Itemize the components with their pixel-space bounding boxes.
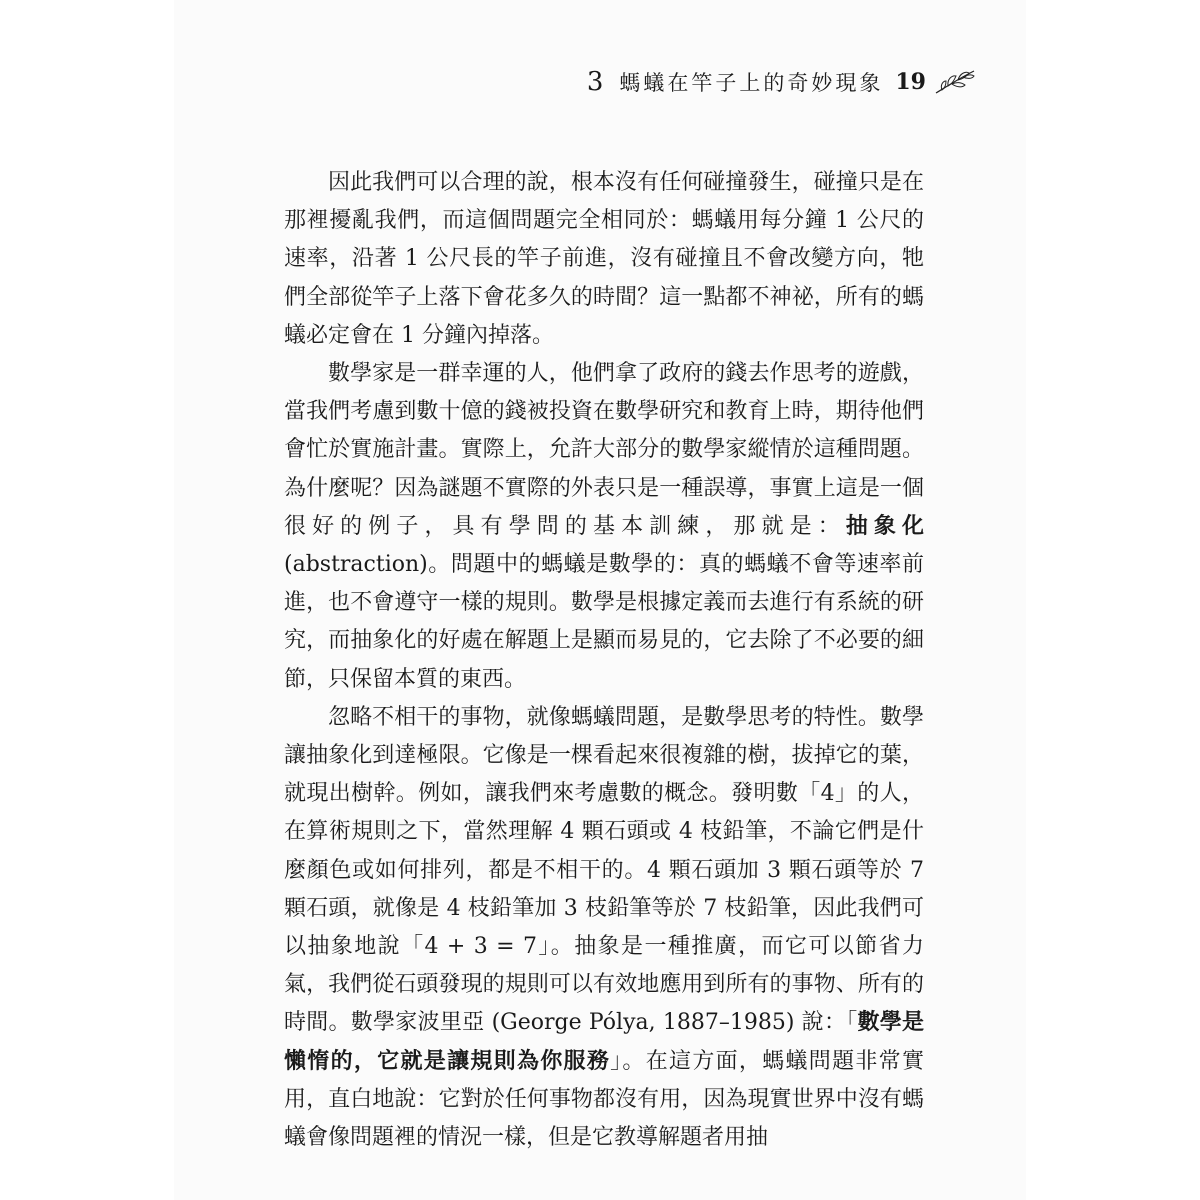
chapter-number: 3	[586, 67, 604, 97]
book-page	[174, 0, 1026, 1200]
text-run: 數學家是一群幸運的人，他們拿了政府的錢去作思考的遊戲，當我們考慮到數十億的錢被投資在數學研究和教育上時，期待他們會忙於實施計畫。實際上，允許大部分的數學家縱情於這種問題。為什麼呢？因為謎題不實際的外表只是一種誤導，事實上這是一個很好的例子，具有學問的基本訓練，那就是：	[284, 361, 924, 539]
text-run: 因此我們可以合理的說，根本沒有任何碰撞發生，碰撞只是在那裡擾亂我們，而這個問題完全相同於：螞蟻用每分鐘 1 公尺的速率，沿著 1 公尺長的竿子前進，沒有碰撞且不會改變方向，牠們全部從竿子上落下會花多久的時間？這一點都不神祕，所有的螞蟻必定會在 1 分鐘內掉落。	[284, 170, 924, 348]
emphasized-quote: 數學是懶惰的，它就是讓規則為你服務	[284, 1010, 924, 1074]
page-number: 19	[895, 69, 926, 95]
paragraph	[284, 699, 924, 1157]
text-run: 」。在這方面，螞蟻問題非常實用，直白地說：它對於任何事物都沒有用，因為現實世界中沒有螞蟻會像問題裡的情況一樣，但是它教導解題者用抽	[284, 1048, 924, 1151]
running-header	[587, 64, 976, 100]
leaf-branch-icon	[934, 67, 976, 97]
chapter-title: 螞蟻在竿子上的奇妙現象	[619, 71, 884, 95]
text-run: 忽略不相干的事物，就像螞蟻問題，是數學思考的特性。數學讓抽象化到達極限。它像是一棵看起來很複雜的樹，拔掉它的葉，就現出樹幹。例如，讓我們來考慮數的概念。發明數「4」的人，在算術規則之下，當然理解 4 顆石頭或 4 枝鉛筆，不論它們是什麼顏色或如何排列，都是不相干的。4 顆石頭加 3 顆石頭等於 7 顆石頭，就像是 4 枝鉛筆加 3 枝鉛筆等於 7 枝鉛筆，因此我們可以抽象地說「4 + 3 = 7」。抽象是一種推廣，而它可以節省力氣，我們從石頭發現的規則可以有效地應用到所有的事物、所有的時間。數學家波里亞 (George Pólya, 1887–1985) 說：「	[284, 704, 924, 1036]
paragraph	[284, 164, 924, 355]
body-text	[284, 164, 924, 1157]
text-run: (abstraction)。問題中的螞蟻是數學的：真的螞蟻不會等速率前進，也不會遵守一樣的規則。數學是根據定義而去進行有系統的研究，而抽象化的好處在解題上是顯而易見的，它去除了不必要的細節，只保留本質的東西。	[284, 552, 924, 692]
paragraph	[284, 355, 924, 699]
emphasized-term: 抽象化	[845, 513, 924, 539]
